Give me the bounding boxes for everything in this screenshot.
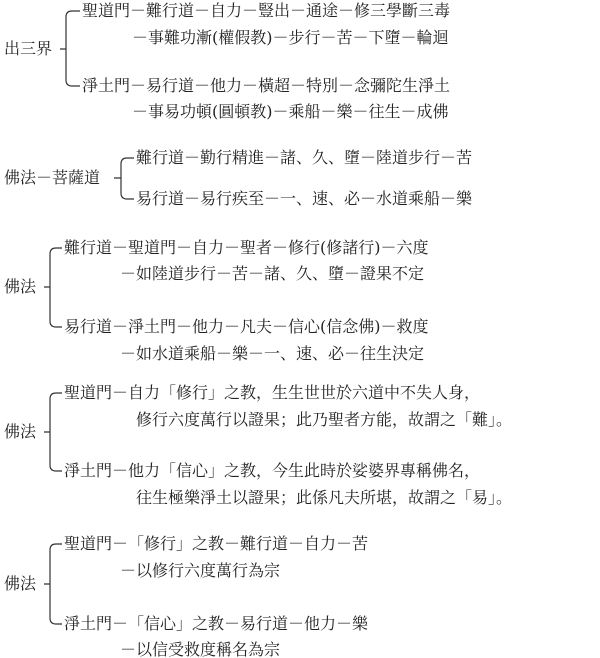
bracket-1 — [60, 11, 80, 86]
diagram1-branch2-line2: －事易功頓(圓頓教)－乘船－樂－往生－成佛 — [132, 102, 449, 121]
diagram5-branch1-line2: －以修行六度萬行為宗 — [120, 561, 281, 580]
diagram5-branch1-line1: 聖道門－「修行」之教－難行道－自力－苦 — [64, 534, 369, 553]
bracket-3 — [44, 248, 62, 327]
diagram3-branch1-line2: －如陸道步行－苦－諸、久、墮－證果不定 — [120, 264, 425, 283]
diagram1-root: 出三界 — [4, 39, 53, 58]
diagram4-branch2-line1: 淨土門－他力「信心」之教，今生此時於娑婆界專稱佛名， — [64, 461, 481, 480]
diagram5-branch2-line1: 淨土門－「信心」之教－易行道－他力－樂 — [64, 614, 369, 633]
bracket-2 — [114, 158, 134, 199]
diagram3-branch1-line1: 難行道－聖道門－自力－聖者－修行(修諸行)－六度 — [64, 238, 429, 257]
diagram1-branch1-line1: 聖道門－難行道－自力－豎出－通途－修三學斷三毒 — [82, 1, 451, 20]
diagram5-branch2-line2: －以信受救度稱名為宗 — [120, 640, 281, 658]
diagram2-branch1: 難行道－勤行精進－諸、久、墮－陸道步行－苦 — [136, 148, 473, 167]
diagram1-branch2-line1: 淨土門－易行道－他力－橫超－特別－念彌陀生淨土 — [82, 76, 451, 95]
diagram4-root: 佛法 — [4, 422, 37, 441]
diagram5-root: 佛法 — [4, 574, 37, 593]
bracket-5 — [44, 544, 62, 624]
diagram3-branch2-line2: －如水道乘船－樂－一、速、必－往生決定 — [120, 344, 425, 363]
diagram3-root: 佛法 — [4, 277, 37, 296]
diagram4-branch1-line1: 聖道門－自力「修行」之教，生生世世於六道中不失人身， — [64, 383, 481, 402]
diagram2-branch2: 易行道－易行疾至－一、速、必－水道乘船－樂 — [136, 189, 473, 208]
bracket-4 — [44, 393, 62, 471]
diagram4-branch2-line2: 往生極樂淨土以證果；此係凡夫所堪，故謂之「易」。 — [136, 488, 513, 507]
diagram4-branch1-line2: 修行六度萬行以證果；此乃聖者方能，故謂之「難」。 — [136, 410, 513, 429]
diagram1-branch1-line2: －事難功漸(權假教)－步行－苦－下墮－輪迴 — [132, 28, 449, 47]
diagram2-root: 佛法－菩薩道 — [4, 168, 101, 187]
diagram3-branch2-line1: 易行道－淨土門－他力－凡夫－信心(信念佛)－救度 — [64, 317, 429, 336]
